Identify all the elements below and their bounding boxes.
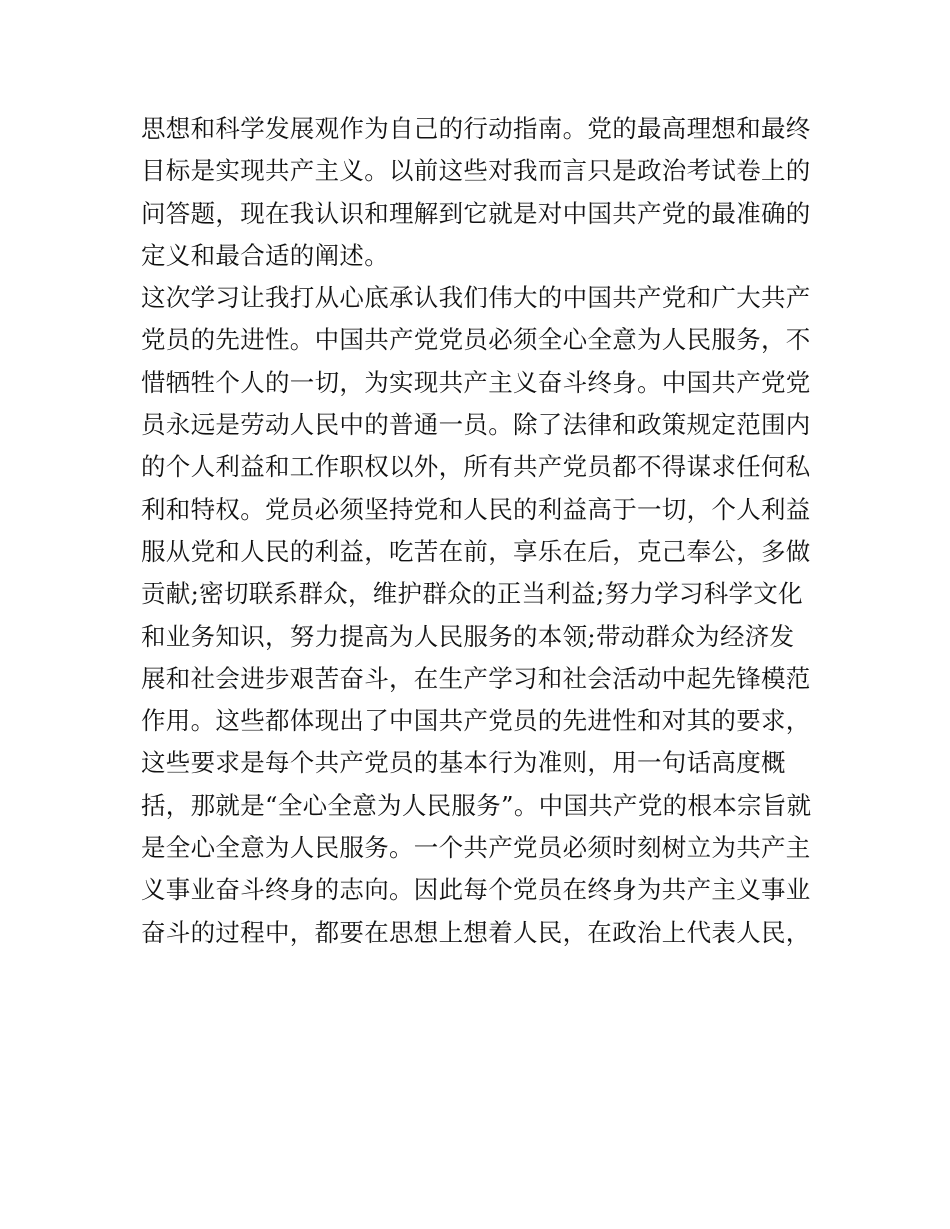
text-line: 问答题，现在我认识和理解到它就是对中国共产党的最准确的 [141,198,811,228]
text-line: 贡献;密切联系群众，维护群众的正当利益;努力学习科学文化 [141,579,803,609]
text-line: 展和社会进步艰苦奋斗，在生产学习和社会活动中起先锋模范 [141,663,811,693]
text-line: 惜牺牲个人的一切，为实现共产主义奋斗终身。中国共产党党 [141,367,811,397]
text-line: 目标是实现共产主义。以前这些对我而言只是政治考试卷上的 [141,156,811,186]
text-line: 的个人利益和工作职权以外，所有共产党员都不得谋求任何私 [141,452,811,482]
text-line: 括，那就是“全心全意为人民服务”。中国共产党的根本宗旨就 [141,790,812,820]
text-line: 定义和最合适的阐述。 [141,240,389,270]
text-line: 和业务知识，努力提高为人民服务的本领;带动群众为经济发 [141,621,795,651]
text-line: 党员的先进性。中国共产党党员必须全心全意为人民服务，不 [141,325,811,355]
text-line: 是全心全意为人民服务。一个共产党员必须时刻树立为共产主 [141,833,811,863]
text-line: 义事业奋斗终身的志向。因此每个党员在终身为共产主义事业 [141,875,811,905]
text-line: 奋斗的过程中，都要在思想上想着人民，在政治上代表人民， [141,917,811,947]
text-line: 服从党和人民的利益，吃苦在前，享乐在后，克己奉公，多做 [141,536,811,566]
text-line: 这次学习让我打从心底承认我们伟大的中国共产党和广大共产 [141,283,811,313]
text-line: 利和特权。党员必须坚持党和人民的利益高于一切，个人利益 [141,494,811,524]
body-text [141,108,821,954]
text-line: 员永远是劳动人民中的普通一员。除了法律和政策规定范围内 [141,410,811,440]
text-line: 思想和科学发展观作为自己的行动指南。党的最高理想和最终 [141,114,811,143]
text-line: 这些要求是每个共产党员的基本行为准则，用一句话高度概 [141,748,786,778]
text-line: 作用。这些都体现出了中国共产党员的先进性和对其的要求， [141,706,811,736]
